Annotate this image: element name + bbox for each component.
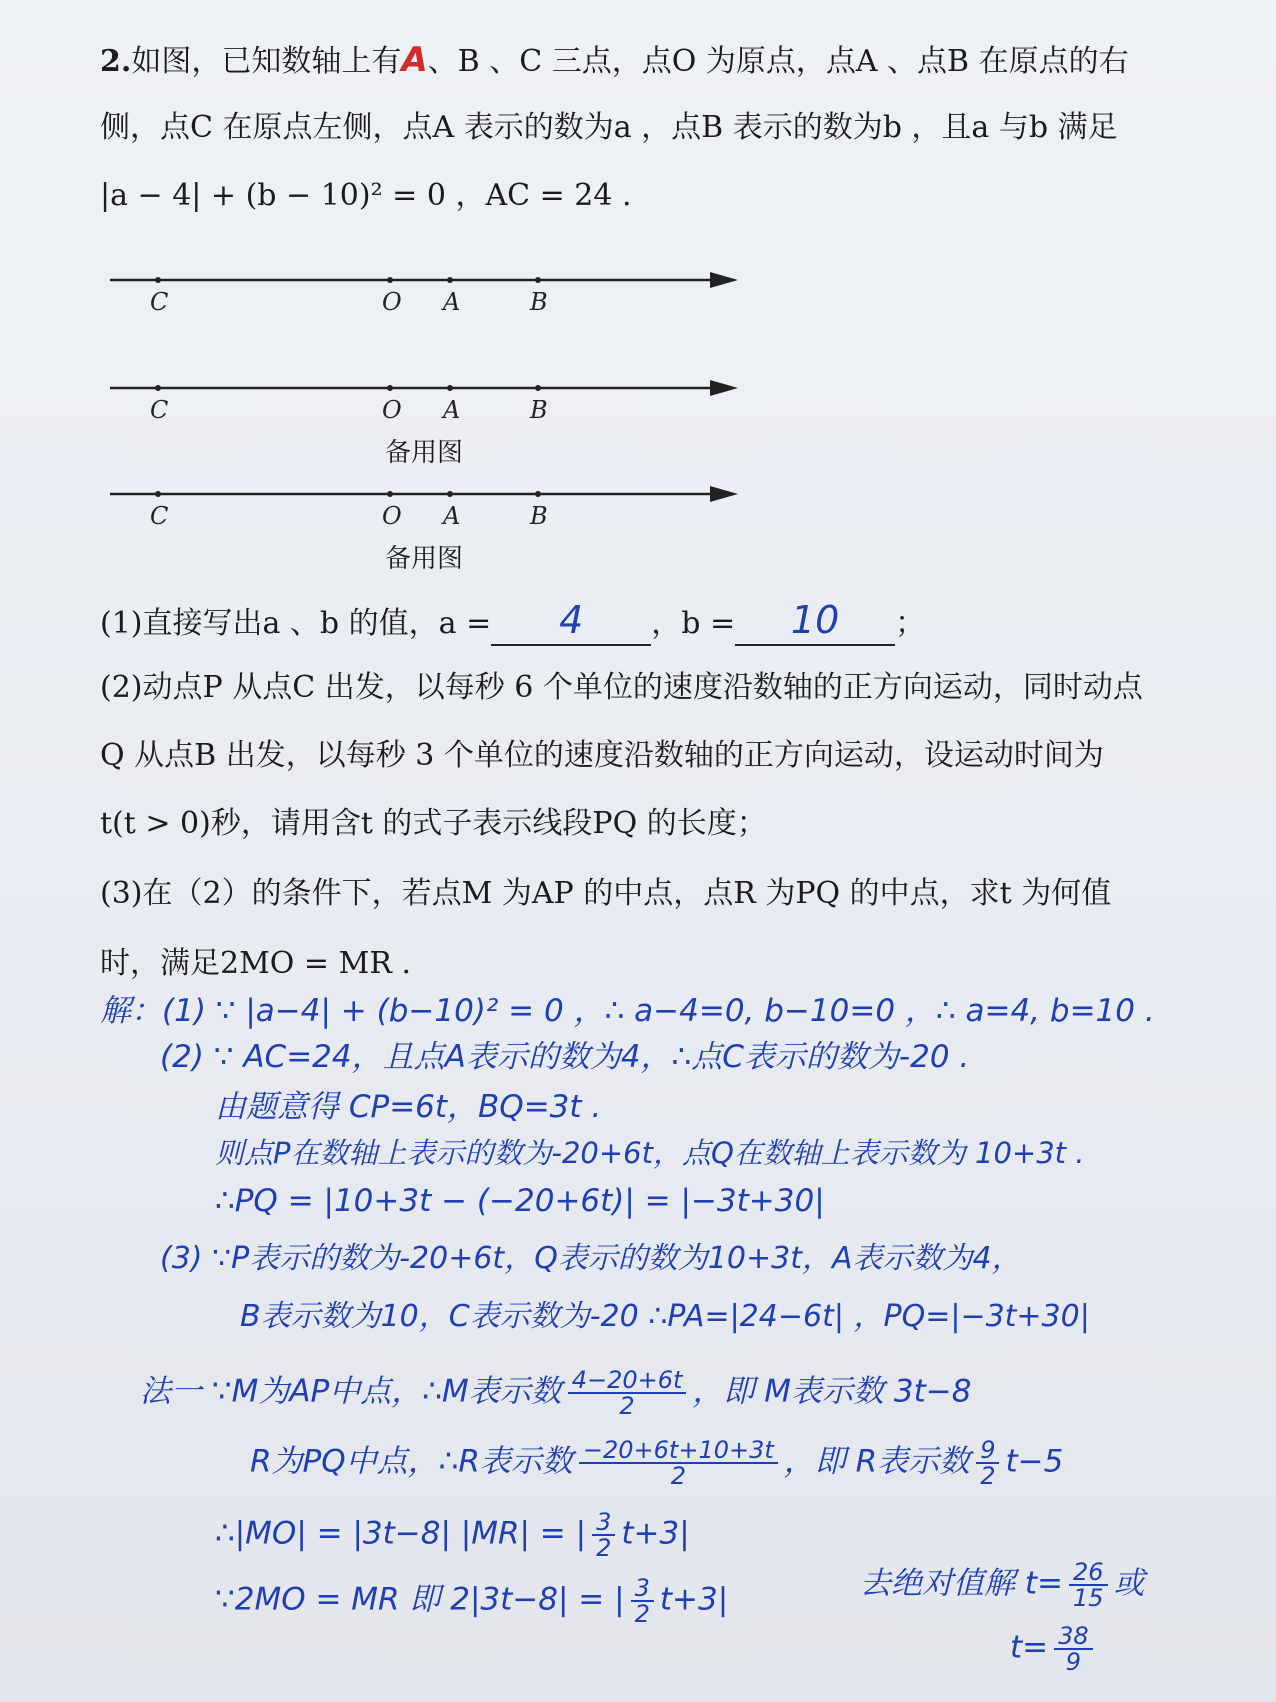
solution-answer-2 [1010,1624,1099,1674]
axis-label-o: O [382,396,402,424]
fraction-denominator: 2 [634,1600,650,1628]
solution-text: t+3| [659,1581,729,1618]
fraction-numerator: 38 [1054,1624,1093,1650]
answer-blank-a [491,600,651,646]
solution-text: ，即 R表示数 [783,1443,971,1480]
fraction-numerator: 3 [631,1576,654,1602]
axis-label-o: O [382,288,402,316]
number-line-3 [110,474,740,534]
problem-line-1 [100,40,1129,82]
question-3-line-1: (3)在（2）的条件下，若点M 为AP 的中点，点R 为PQ 的中点，求t 为何值 [100,876,1112,911]
fraction-denominator: 2 [670,1462,686,1490]
solution-text: 或 [1113,1565,1145,1602]
q1-text: ； [895,606,926,641]
solution-text: R为PQ中点，∴R表示数 [250,1443,573,1480]
question-2-line-1: (2)动点P 从点C 出发，以每秒 6 个单位的速度沿数轴的正方向运动，同时动点 [100,670,1143,705]
solution-line-11 [215,1576,728,1626]
question-2-line-2: Q 从点B 出发，以每秒 3 个单位的速度沿数轴的正方向运动，设运动时间为 [100,738,1104,773]
number-line-1 [110,260,740,320]
solution-text: t−5 [1005,1443,1064,1480]
solution-line-5: ∴PQ = |10+3t − (−20+6t)| = |−3t+30| [215,1183,825,1219]
question-1 [100,600,925,646]
problem-line-3: |a − 4| + (b − 10)² = 0 ，AC = 24 . [100,178,632,213]
solution-text: t+3| [621,1515,690,1552]
handwritten-answer-a: 4 [559,598,584,642]
fraction-three-halves [631,1576,654,1626]
solution-text: ∴|MO| = |3t−8| |MR| = | [215,1515,587,1552]
question-3-line-2: 时，满足2MO = MR . [100,946,411,981]
fraction-numerator: −20+6t+10+3t [579,1438,778,1464]
fraction-denominator: 2 [980,1462,996,1490]
fraction-numerator: 3 [592,1510,615,1536]
solution-text: 法一 ∵M为AP中点，∴M表示数 [140,1373,562,1410]
solution-text: t= [1010,1629,1049,1666]
fraction-nine-halves [976,1438,999,1488]
axis-label-b: B [530,396,548,424]
solution-line-10 [215,1510,690,1560]
axis-caption-3: 备用图 [385,544,464,574]
problem-text: 如图，已知数轴上有 [131,44,402,79]
number-line-2 [110,368,740,428]
axis-label-o: O [382,502,402,530]
axis-label-b: B [530,288,548,316]
answer-blank-b [735,600,895,646]
fraction-m [568,1368,687,1418]
fraction-numerator: 4−20+6t [568,1368,687,1394]
fraction-numerator: 9 [976,1438,999,1464]
solution-line-2: (2) ∵ AC=24，且点A表示的数为4，∴点C表示的数为-20 . [160,1039,970,1075]
fraction-denominator: 2 [596,1534,612,1562]
fraction-38-9 [1054,1624,1093,1674]
axis-caption-2: 备用图 [385,438,464,468]
solution-line-7: B表示数为10，C表示数为-20 ∴PA=|24−6t| ，PQ=|−3t+30| [240,1299,1090,1334]
axis-label-c: C [150,288,169,316]
solution-line-3: 由题意得 CP=6t，BQ=3t . [215,1089,602,1125]
fraction-three-halves [592,1510,615,1560]
solution-text: ∵2MO = MR 即 2|3t−8| = | [215,1581,625,1618]
solution-line-9 [250,1438,1063,1488]
solution-text: ，即 M表示数 3t−8 [692,1373,972,1410]
question-2-line-3: t(t > 0)秒，请用含t 的式子表示线段PQ 的长度； [100,806,767,841]
q1-text: (1)直接写出a 、b 的值，a = [100,606,492,641]
q1-text: ，b = [651,606,736,641]
axis-label-b: B [530,502,548,530]
axis-label-c: C [150,396,169,424]
axis-label-a: A [443,396,461,424]
axis-label-a: A [443,502,461,530]
fraction-denominator: 9 [1065,1648,1082,1676]
fraction-denominator: 2 [619,1392,635,1420]
solution-line-8 [140,1368,971,1418]
fraction-26-15 [1069,1560,1108,1610]
solution-answer-1 [860,1560,1145,1610]
solution-line-4: 则点P在数轴上表示的数为-20+6t，点Q在数轴上表示数为 10+3t . [215,1136,1085,1170]
axis-label-c: C [150,502,169,530]
problem-number: 2. [100,44,132,79]
handwritten-red-a: A [401,40,428,80]
solution-line-1: 解：(1) ∵ |a−4| + (b−10)² = 0 ，∴ a−4=0, b−10=0 ，∴ a=4, b=10 . [100,993,1155,1029]
handwritten-answer-b: 10 [790,598,840,642]
problem-text: 、B 、C 三点，点O 为原点，点A 、点B 在原点的右 [427,44,1129,79]
fraction-denominator: 15 [1072,1584,1104,1612]
axis-label-a: A [443,288,461,316]
solution-text: 去绝对值解 t= [860,1565,1063,1602]
solution-line-6: (3) ∵P表示的数为-20+6t，Q表示的数为10+3t，A表示数为4， [160,1241,1022,1276]
fraction-numerator: 26 [1069,1560,1108,1586]
fraction-r [579,1438,778,1488]
problem-line-2: 侧，点C 在原点左侧，点A 表示的数为a ，点B 表示的数为b ，且a 与b 满足 [100,110,1118,145]
